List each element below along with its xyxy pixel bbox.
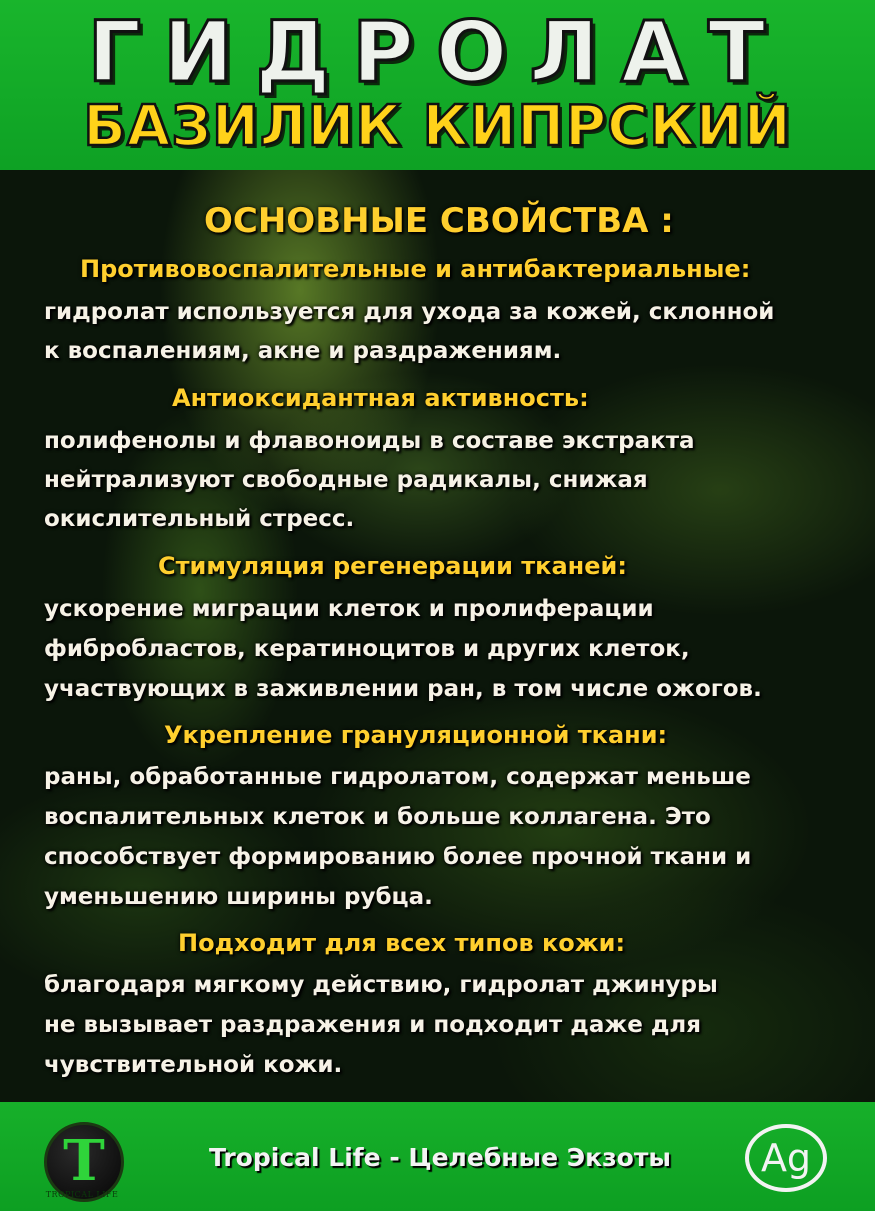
property-text-line: чувствительной кожи. (44, 1052, 343, 1078)
ag-logo-glyph: Ag (760, 1136, 812, 1180)
product-title: ГИДРОЛАТ (87, 3, 788, 101)
property-text-line: фибробластов, кератиноцитов и других клеток, (44, 636, 690, 662)
property-heading: Антиоксидантная активность: (172, 384, 589, 412)
property-text-line: полифенолы и флавоноиды в составе экстракта (44, 428, 695, 454)
ag-logo-icon (745, 1124, 827, 1192)
product-subtitle: БАЗИЛИК КИПРСКИЙ (83, 94, 792, 159)
properties-section (0, 170, 875, 1102)
property-text-line: благодаря мягкому действию, гидролат джинуры (44, 972, 718, 998)
property-text-line: способствует формированию более прочной ткани и (44, 844, 752, 870)
property-text-line: не вызывает раздражения и подходит даже для (44, 1012, 702, 1038)
logo-glyph: T (63, 1128, 105, 1194)
property-heading: Укрепление грануляционной ткани: (164, 721, 668, 749)
brand-tagline: Tropical Life - Целебные Экзоты (209, 1143, 671, 1172)
property-text-line: ускорение миграции клеток и пролиферации (44, 596, 654, 622)
property-heading: Противовоспалительные и антибактериальные: (80, 255, 751, 283)
property-heading: Подходит для всех типов кожи: (178, 929, 626, 957)
property-text-line: гидролат используется для ухода за кожей, склонной (44, 299, 775, 325)
property-text-line: окислительный стресс. (44, 506, 355, 532)
property-text-line: к воспалениям, акне и раздражениям. (44, 338, 562, 364)
property-text-line: участвующих в заживлении ран, в том числе ожогов. (44, 676, 762, 702)
property-heading: Стимуляция регенерации тканей: (158, 552, 627, 580)
header-banner (0, 0, 875, 170)
property-text-line: уменьшению ширины рубца. (44, 884, 433, 910)
property-text-line: воспалительных клеток и больше коллагена. Это (44, 804, 711, 830)
property-text-line: нейтрализуют свободные радикалы, снижая (44, 467, 648, 493)
section-title: ОСНОВНЫЕ СВОЙСТВА : (204, 201, 674, 241)
property-text-line: раны, обработанные гидролатом, содержат меньше (44, 764, 751, 790)
logo-caption: TROPICAL LIFE (45, 1190, 119, 1199)
footer-banner (0, 1102, 875, 1211)
